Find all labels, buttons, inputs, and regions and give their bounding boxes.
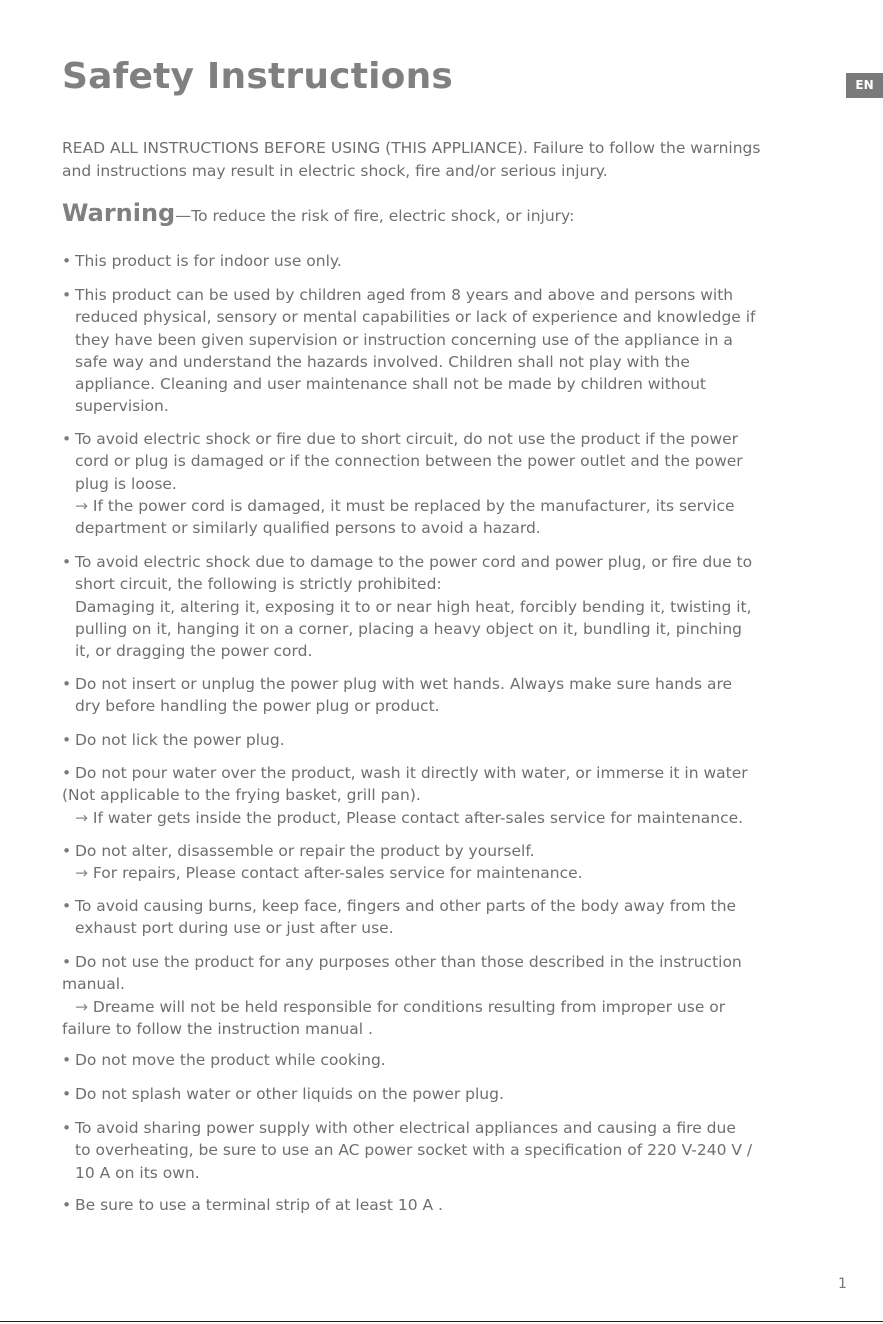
list-item-line: failure to follow the instruction manual . [62,1019,373,1038]
list-item-line: plug is loose. [75,474,177,493]
list-item-line: exhaust port during use or just after use. [75,919,394,938]
list-item-text [75,895,852,940]
list-item [62,840,852,885]
bullet-icon: • [62,1085,72,1103]
note-text: Dreame will not be held responsible for conditions resulting from improper use or [88,997,726,1016]
list-item-line: 10 A on its own. [75,1163,200,1182]
arrow-icon: → [75,997,88,1016]
list-item-line: (Not applicable to the frying basket, grill pan). [62,786,421,805]
list-item-text [75,840,852,885]
list-item [62,951,852,1040]
list-item-line: Do not use the product for any purposes other than those described in the instruction [75,953,742,971]
list-item [62,428,852,539]
list-item-line: Do not splash water or other liquids on the power plug. [75,1085,504,1103]
list-item-line: they have been given supervision or instruction concerning use of the appliance in a [75,330,733,349]
note-line [75,807,852,829]
list-item-line: To avoid electric shock due to damage to the power cord and power plug, or fire due to [75,553,753,571]
list-item-line: Damaging it, altering it, exposing it to or near high heat, forcibly bending it, twisting it, [75,597,752,616]
list-item-text [75,729,852,751]
list-item-line: to overheating, be sure to use an AC power socket with a specification of 220 V-240 V / [75,1141,753,1160]
warning-label: Warning [62,199,176,227]
list-item-line: supervision. [75,397,169,416]
list-item-line: short circuit, the following is strictly prohibited: [75,575,442,594]
list-item [62,673,852,718]
list-item [62,1049,852,1071]
note-text: For repairs, Please contact after-sales service for maintenance. [88,864,583,883]
list-item [62,284,852,418]
list-item-text [62,762,852,829]
list-item-text [75,284,852,418]
list-item-line: cord or plug is damaged or if the connection between the power outlet and the power [75,452,743,471]
note-line [75,996,852,1018]
list-item-text [75,673,852,718]
list-item-text [75,1194,852,1216]
list-item-line: appliance. Cleaning and user maintenance shall not be made by children without [75,375,706,394]
bullet-icon: • [62,1196,72,1214]
list-item-text [75,551,852,662]
arrow-icon: → [75,808,88,827]
list-item [62,1083,852,1105]
bullet-icon: • [62,252,72,270]
arrow-icon: → [75,496,88,515]
bullet-icon: • [62,675,72,693]
list-item-line: Do not lick the power plug. [75,731,285,749]
intro-paragraph [62,137,832,183]
list-item-line: department or similarly qualified persons to avoid a hazard. [75,519,541,538]
list-item-line: Be sure to use a terminal strip of at least 10 A . [75,1196,443,1214]
list-item-line: Do not move the product while cooking. [75,1051,386,1069]
list-item-text [75,250,852,272]
note-line [75,862,852,884]
list-item-text [75,1083,852,1105]
bullet-icon: • [62,286,72,304]
list-item-line: pulling on it, hanging it on a corner, placing a heavy object on it, bundling it, pinching [75,619,743,638]
list-item [62,551,852,662]
arrow-icon: → [75,864,88,883]
note-text: If the power cord is damaged, it must be replaced by the manufacturer, its service [88,496,735,515]
language-badge: EN [846,73,883,98]
intro-line: and instructions may result in electric shock, fire and/or serious injury. [62,162,608,180]
list-item-line: Do not alter, disassemble or repair the product by yourself. [75,842,535,860]
list-item-line: To avoid sharing power supply with other electrical appliances and causing a fire due [75,1119,736,1137]
list-item [62,895,852,940]
bullet-icon: • [62,1051,72,1069]
page-title: Safety Instructions [62,56,454,97]
page-number: 1 [838,1276,847,1292]
list-item-line: To avoid causing burns, keep face, fingers and other parts of the body away from the [75,897,737,915]
list-item-text [75,428,852,539]
warning-dash: — [175,206,192,225]
list-item [62,729,852,751]
list-item-line: This product is for indoor use only. [75,252,342,270]
list-item-line: Do not pour water over the product, wash it directly with water, or immerse it in water [75,764,748,782]
list-item-line: reduced physical, sensory or mental capabilities or lack of experience and knowledge if [75,308,756,327]
list-item-text [75,1049,852,1071]
list-item-line: it, or dragging the power cord. [75,642,313,661]
note-text: If water gets inside the product, Please contact after-sales service for maintenance. [88,808,744,827]
list-item [62,1117,852,1184]
bullet-icon: • [62,731,72,749]
bullet-icon: • [62,897,72,915]
list-item-line: safe way and understand the hazards involved. Children shall not play with the [75,352,690,371]
intro-line: READ ALL INSTRUCTIONS BEFORE USING (THIS APPLIANCE). Failure to follow the warnings [62,139,761,157]
list-item-line: Do not insert or unplug the power plug with wet hands. Always make sure hands are [75,675,733,693]
bullet-icon: • [62,430,72,448]
list-item-text [62,951,852,1040]
warning-heading [62,199,574,227]
list-item [62,250,852,272]
bullet-icon: • [62,553,72,571]
bullet-icon: • [62,953,72,971]
bottom-divider [0,1321,883,1322]
list-item-line: To avoid electric shock or fire due to short circuit, do not use the product if the power [75,430,739,448]
list-item-line: This product can be used by children aged from 8 years and above and persons with [75,286,734,304]
list-item-line: dry before handling the power plug or product. [75,697,440,716]
bullet-icon: • [62,842,72,860]
list-item [62,762,852,829]
list-item-text [75,1117,852,1184]
list-item-line: manual. [62,975,125,994]
warning-text: To reduce the risk of fire, electric shock, or injury: [191,207,575,225]
list-item [62,1194,852,1216]
bullet-icon: • [62,1119,72,1137]
bullet-icon: • [62,764,72,782]
note-line [75,495,852,517]
